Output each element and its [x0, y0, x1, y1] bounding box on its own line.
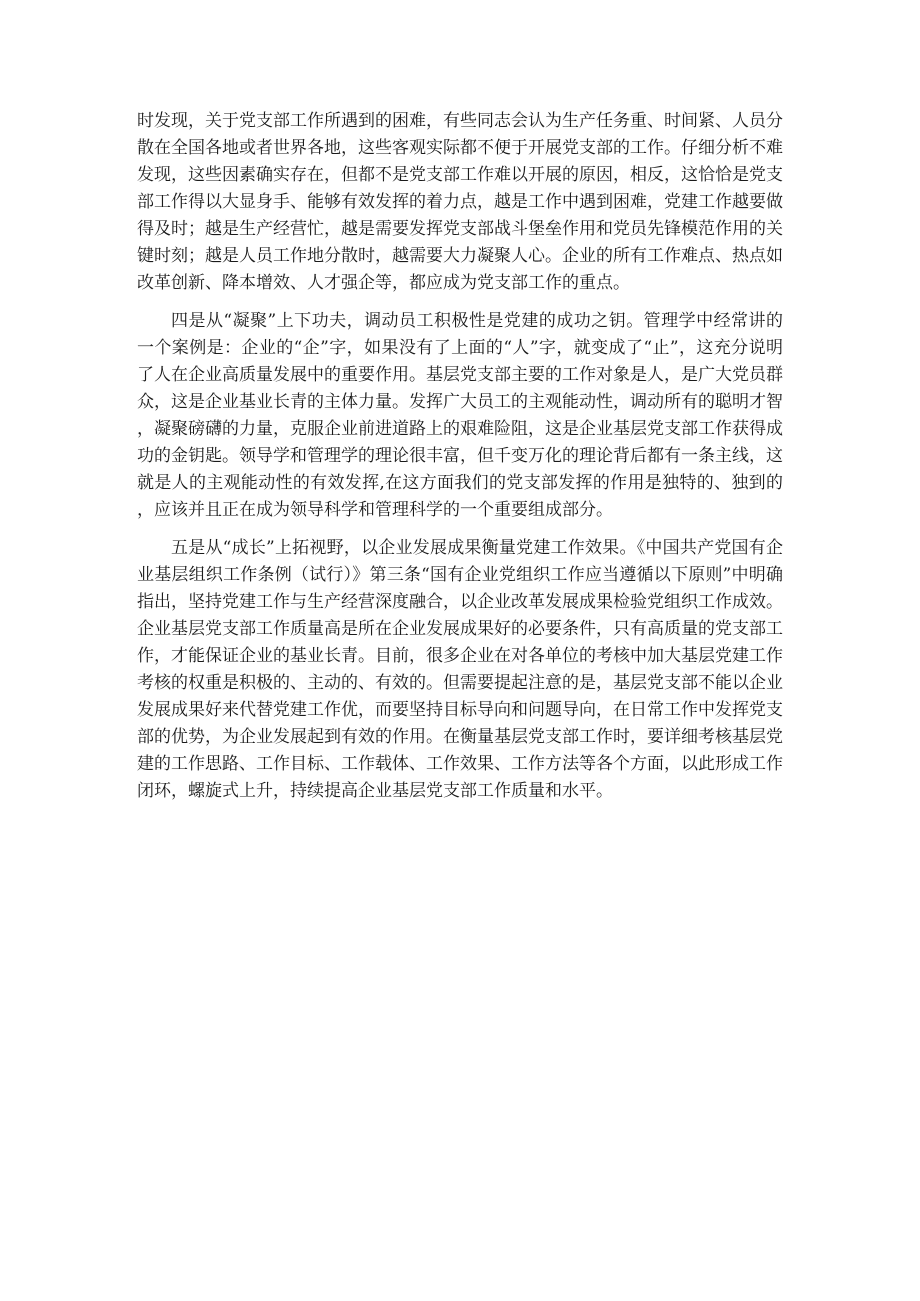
paragraph-point-five: 五是从“成长”上拓视野，以企业发展成果衡量党建工作效果。《中国共产党国有企业基层组织工作条例（试行）》第三条“国有企业党组织工作应当遵循以下原则”中明确指出，坚持党建工作与生产经营深度融合，以企业改革发展成果检验党组织工作成效。企业基层党支部工作质量高是所在企业发展成果好的必要条件，只有高质量的党支部工作，才能保证企业的基业长青。目前，很多企业在对各单位的考核中加大基层党建工作考核的权重是积极的、主动的、有效的。但需要提起注意的是，基层党支部不能以企业发展成果好来代替党建工作优，而要坚持目标导向和问题导向，在日常工作中发挥党支部的优势，为企业发展起到有效的作用。在衡量基层党支部工作时，要详细考核基层党建的工作思路、工作目标、工作载体、工作效果、工作方法等各个方面，以此形成工作闭环，螺旋式上升，持续提高企业基层党支部工作质量和水平。: [137, 538, 783, 801]
paragraph-point-four: 四是从“凝聚”上下功夫，调动员工积极性是党建的成功之钥。管理学中经常讲的一个案例是：企业的“企”字，如果没有了上面的“人”字，就变成了“止”，这充分说明了人在企业高质量发展中的重要作用。基层党支部主要的工作对象是人，是广大党员群众，这是企业基业长青的主体力量。发挥广大员工的主观能动性，调动所有的聪明才智，凝聚磅礴的力量，克服企业前进道路上的艰难险阻，这是企业基层党支部工作获得成功的金钥匙。领导学和管理学的理论很丰富，但千变万化的理论背后都有一条主线，这就是人的主观能动性的有效发挥,在这方面我们的党支部发挥的作用是独特的、独到的，应该并且正在成为领导科学和管理科学的一个重要组成部分。: [137, 311, 783, 520]
document-body: [137, 108, 783, 816]
paragraph-continuation: 时发现，关于党支部工作所遇到的困难，有些同志会认为生产任务重、时间紧、人员分散在全国各地或者世界各地，这些客观实际都不便于开展党支部的工作。仔细分析不难发现，这些因素确实存在，但都不是党支部工作难以开展的原因，相反，这恰恰是党支部工作得以大显身手、能够有效发挥的着力点，越是工作中遇到困难，党建工作越要做得及时；越是生产经营忙，越是需要发挥党支部战斗堡垒作用和党员先锋模范作用的关键时刻；越是人员工作地分散时，越需要大力凝聚人心。企业的所有工作难点、热点如改革创新、降本增效、人才强企等，都应成为党支部工作的重点。: [137, 111, 783, 293]
